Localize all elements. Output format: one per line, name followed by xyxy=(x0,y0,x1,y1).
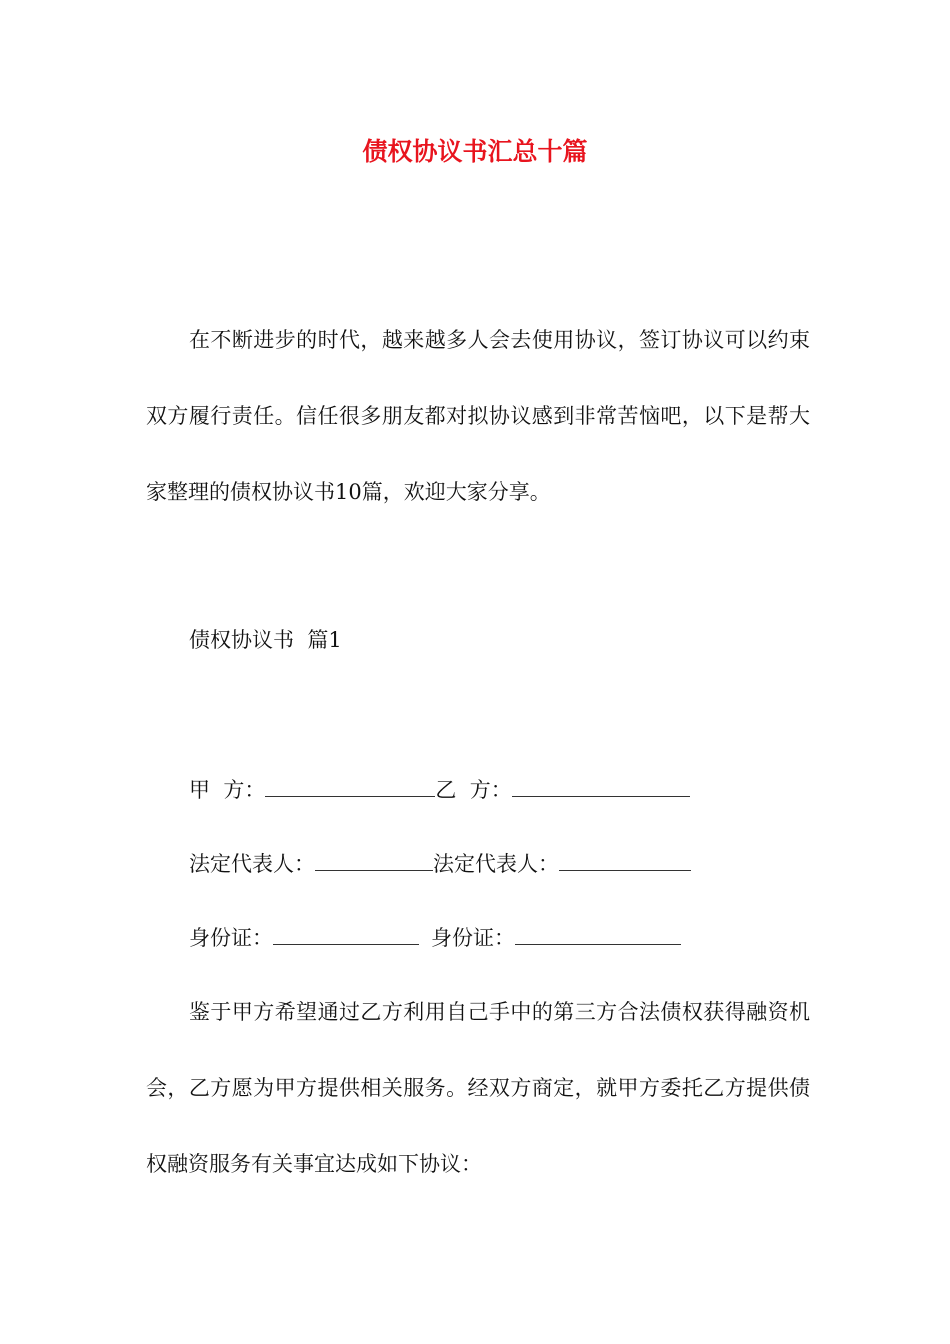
main-paragraph: 鉴于甲方希望通过乙方利用自己手中的第三方合法债权获得融资机会，乙方愿为甲方提供相关服务。经双方商定，就甲方委托乙方提供债权融资服务有关事宜达成如下协议： xyxy=(146,1000,810,1176)
document-title: 债权协议书汇总十篇 xyxy=(362,137,588,166)
id-a-blank xyxy=(273,918,419,945)
legal-rep-a-blank xyxy=(315,844,433,871)
intro-paragraph: 在不断进步的时代，越来越多人会去使用协议，签订协议可以约束双方履行责任。信任很多朋友都对拟协议感到非常苦恼吧，以下是帮大家整理的债权协议书10篇，欢迎大家分享。 xyxy=(146,328,810,504)
id-label-b: 身份证： xyxy=(431,926,515,950)
id-row xyxy=(189,918,681,958)
id-label-a: 身份证： xyxy=(189,926,273,950)
legal-rep-label-a: 法定代表人： xyxy=(189,852,315,876)
legal-rep-row xyxy=(189,844,691,884)
party-b-label: 乙 方： xyxy=(435,778,512,802)
section-heading: 债权协议书 篇1 xyxy=(189,628,342,652)
party-a-blank xyxy=(265,770,435,797)
party-row xyxy=(189,770,690,810)
legal-rep-b-blank xyxy=(559,844,691,871)
id-b-blank xyxy=(515,918,681,945)
party-a-label: 甲 方： xyxy=(189,778,266,802)
party-b-blank xyxy=(512,770,690,797)
legal-rep-label-b: 法定代表人： xyxy=(433,852,559,876)
